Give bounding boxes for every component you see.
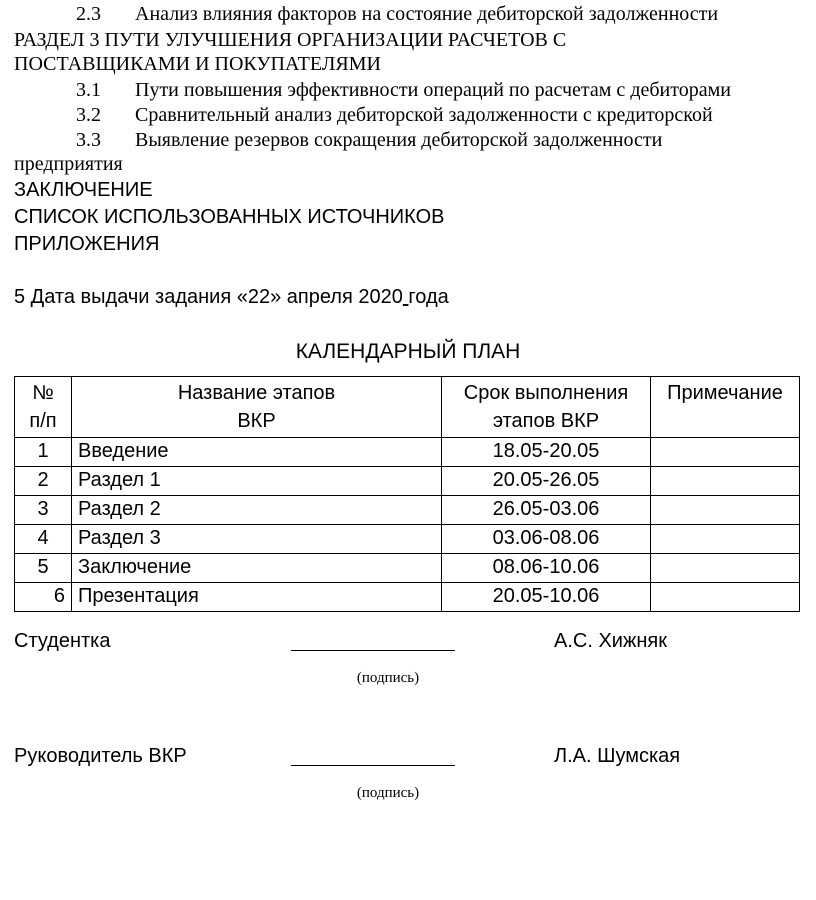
toc-item-text: Пути повышения эффективности операций по расчетам с дебиторами — [135, 79, 731, 101]
cell-num: 1 — [15, 438, 72, 467]
header-stage-name-line1: Название этапов — [177, 382, 336, 404]
header-num — [15, 377, 72, 438]
supervisor-role: Руководитель ВКР — [14, 745, 187, 767]
calendar-plan-table — [14, 376, 800, 612]
toc-section-3-line2: ПОСТАВЩИКАМИ И ПОКУПАТЕЛЯМИ — [14, 53, 381, 75]
header-term-line1: Срок выполнения — [463, 382, 629, 404]
table-row — [15, 583, 800, 612]
cell-stage-name: Заключение — [72, 554, 442, 583]
cell-term: 26.05-03.06 — [442, 496, 651, 525]
cell-note — [651, 525, 800, 554]
cell-stage-name: Раздел 1 — [72, 467, 442, 496]
cell-note — [651, 467, 800, 496]
cell-term: 08.06-10.06 — [442, 554, 651, 583]
student-name: А.С. Хижняк — [554, 630, 667, 652]
supervisor-name: Л.А. Шумская — [554, 745, 681, 767]
table-header-row — [15, 377, 800, 438]
table-row — [15, 438, 800, 467]
toc-section-3-line1: РАЗДЕЛ 3 ПУТИ УЛУЧШЕНИЯ ОРГАНИЗАЦИИ РАСЧЕТОВ С — [14, 29, 567, 51]
cell-term: 03.06-08.06 — [442, 525, 651, 554]
student-signature-line — [291, 630, 455, 651]
supervisor-signature-line — [291, 745, 455, 766]
cell-note — [651, 496, 800, 525]
cell-num: 5 — [15, 554, 72, 583]
header-num-line1: № — [32, 382, 54, 404]
toc-item-number: 3.1 — [76, 79, 101, 101]
toc-sources: СПИСОК ИСПОЛЬЗОВАННЫХ ИСТОЧНИКОВ — [14, 206, 445, 228]
table-row — [15, 496, 800, 525]
table-row — [15, 467, 800, 496]
toc-item-text: Сравнительный анализ дебиторской задолженности с кредиторской — [135, 104, 713, 126]
issue-date-suffix: года — [408, 286, 449, 308]
cell-stage-name: Раздел 2 — [72, 496, 442, 525]
toc-item-number: 3.3 — [76, 129, 101, 151]
toc-appendices: ПРИЛОЖЕНИЯ — [14, 233, 160, 255]
supervisor-signature-caption: (подпись) — [356, 785, 420, 801]
toc-item-text: Анализ влияния факторов на состояние дебиторской задолженности — [135, 3, 719, 25]
toc-item-number: 2.3 — [76, 3, 101, 25]
cell-term: 18.05-20.05 — [442, 438, 651, 467]
header-note: Примечание — [651, 377, 800, 438]
cell-num: 3 — [15, 496, 72, 525]
calendar-plan-title: КАЛЕНДАРНЫЙ ПЛАН — [295, 340, 521, 363]
issue-date-prefix: 5 Дата выдачи задания «22» апреля 2020 — [14, 286, 403, 308]
cell-stage-name: Введение — [72, 438, 442, 467]
cell-note — [651, 554, 800, 583]
table-row — [15, 525, 800, 554]
toc-item-3-3-continuation: предприятия — [14, 153, 123, 175]
cell-stage-name: Раздел 3 — [72, 525, 442, 554]
cell-note — [651, 583, 800, 612]
header-term-line2: этапов ВКР — [492, 410, 600, 432]
student-signature-row — [0, 630, 816, 660]
table-row — [15, 554, 800, 583]
header-stage-name-line2: ВКР — [237, 410, 276, 432]
toc-item-text: Выявление резервов сокращения дебиторской задолженности — [135, 129, 663, 151]
cell-term: 20.05-10.06 — [442, 583, 651, 612]
toc-conclusion: ЗАКЛЮЧЕНИЕ — [14, 179, 153, 201]
toc-item-number: 3.2 — [76, 104, 101, 126]
header-term — [442, 377, 651, 438]
student-role: Студентка — [14, 630, 111, 652]
cell-num: 6 — [15, 583, 72, 612]
issue-date-line — [14, 286, 449, 309]
cell-num: 4 — [15, 525, 72, 554]
cell-stage-name: Презентация — [72, 583, 442, 612]
cell-note — [651, 438, 800, 467]
cell-term: 20.05-26.05 — [442, 467, 651, 496]
header-num-line2: п/п — [29, 410, 57, 432]
supervisor-signature-row — [0, 745, 816, 775]
student-signature-caption: (подпись) — [356, 670, 420, 686]
cell-num: 2 — [15, 467, 72, 496]
header-stage-name — [72, 377, 442, 438]
